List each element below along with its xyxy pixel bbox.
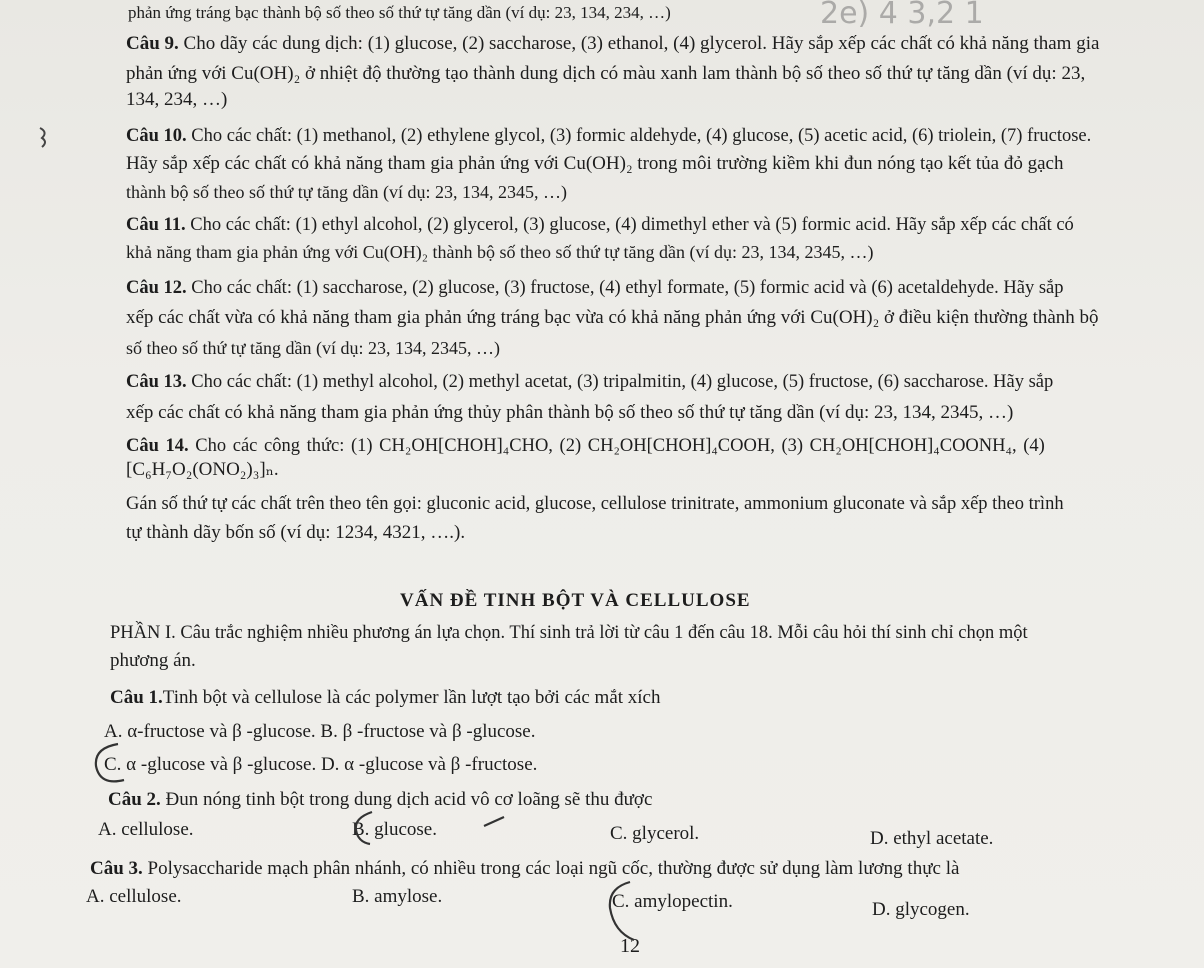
mc3-stem: Polysaccharide mạch phân nhánh, có nhiều trong các loại ngũ cốc, thường được sử dụng làm lương thực là (142, 858, 960, 879)
part1-line-1: PHẦN I. Câu trắc nghiệm nhiều phương án lựa chọn. Thí sinh trả lời từ câu 1 đến câu 18. Mỗi câu hỏi thí sinh chỉ chọn một (110, 623, 1028, 643)
q10-line-2: Hãy sắp xếp các chất có khả năng tham gia phản ứng với Cu(OH)₂ trong môi trường kiềm khi đun nóng tạo kết tủa đỏ gạch (126, 153, 1064, 174)
q9-line-3: 134, 234, …) (126, 89, 228, 110)
mc3-option-a: A. cellulose. (86, 886, 182, 907)
mc1-options-row-1: A. α-fructose và β -glucose. B. β -fructose và β -glucose. (104, 721, 536, 742)
q13-text-1: Cho các chất: (1) methyl alcohol, (2) methyl acetat, (3) tripalmitin, (4) glucose, (5) fructose, (6) saccharose. Hãy sắp (186, 372, 1054, 392)
q10-line-1 (126, 124, 1091, 148)
handwritten-scribble: 2e) 4 3,2 1 (820, 0, 984, 31)
q12-line-1 (126, 276, 1063, 300)
q11-text-1: Cho các chất: (1) ethyl alcohol, (2) glycerol, (3) glucose, (4) dimethyl ether và (5) formic acid. Hãy sắp xếp các chất có (185, 215, 1074, 235)
mc2-option-c: C. glycerol. (610, 823, 700, 844)
q13-label: Câu 13. (126, 372, 187, 392)
q10-label: Câu 10. (126, 126, 187, 146)
q14-line-3: Gán số thứ tự các chất trên theo tên gọi: gluconic acid, glucose, cellulose trinitrate, ammonium gluconate và sắp xếp theo trình (126, 494, 1064, 514)
q14-line-2: [C₆H₇O₂(ONO₂)₃]ₙ. (126, 459, 279, 480)
q13-line-2: xếp các chất có khả năng tham gia phản ứng thủy phân thành bộ số theo số thứ tự tăng dần (ví dụ: 23, 134, 2345, …) (126, 402, 1014, 423)
q12-label: Câu 12. (126, 278, 187, 298)
top-line: phản ứng tráng bạc thành bộ số theo số thứ tự tăng dần (ví dụ: 23, 134, 234, …) (128, 3, 671, 22)
q14-label: Câu 14. (126, 436, 189, 456)
q10-line-3: thành bộ số theo số thứ tự tăng dần (ví dụ: 23, 134, 2345, …) (126, 182, 567, 202)
mc2-stem-line (108, 788, 652, 812)
page-number: 12 (620, 935, 640, 957)
mc1-stem: Tinh bột và cellulose là các polymer lần lượt tạo bởi các mắt xích (162, 687, 661, 708)
mc3-option-d: D. glycogen. (872, 899, 970, 920)
mc3-stem-line (90, 857, 959, 881)
margin-bracket-mark (40, 128, 45, 147)
mc2-stem: Đun nóng tinh bột trong dung dịch acid vô cơ loãng sẽ thu được (160, 789, 653, 810)
mc1-stem-line (110, 686, 661, 710)
mc2-label: Câu 2. (108, 789, 161, 810)
q11-line-2: khả năng tham gia phản ứng với Cu(OH)₂ thành bộ số theo số thứ tự tăng dần (ví dụ: 23, 134, 2345, …) (126, 242, 874, 262)
q14-line-1 (126, 434, 1045, 458)
q9-line-2: phản ứng với Cu(OH)₂ ở nhiệt độ thường tạo thành dung dịch có màu xanh lam thành bộ số theo số thứ tự tăng dần (ví dụ: 23, (126, 63, 1086, 84)
q11-label: Câu 11. (126, 215, 186, 235)
q13-line-1 (126, 370, 1053, 394)
mc3-label: Câu 3. (90, 858, 143, 879)
answer-tick-mc2 (484, 817, 504, 826)
mc2-option-b: B. glucose. (352, 819, 437, 840)
mc3-option-b: B. amylose. (352, 886, 443, 907)
q9-text-1: Cho dãy các dung dịch: (1) glucose, (2) saccharose, (3) ethanol, (4) glycerol. Hãy sắp xếp các chất có khả năng tham gia (178, 33, 1100, 54)
q12-text-1: Cho các chất: (1) saccharose, (2) glucose, (3) fructose, (4) ethyl formate, (5) formic acid và (6) acetaldehyde. Hãy sắp (186, 278, 1064, 298)
q12-line-2: xếp các chất vừa có khả năng tham gia phản ứng tráng bạc vừa có khả năng phản ứng với Cu(OH)₂ ở điều kiện thường thành bộ (126, 307, 1099, 328)
mc1-label: Câu 1. (110, 687, 163, 708)
q11-line-1 (126, 213, 1074, 237)
q12-line-3: số theo số thứ tự tăng dần (ví dụ: 23, 134, 2345, …) (126, 338, 500, 358)
mc2-option-d: D. ethyl acetate. (870, 828, 994, 849)
mc3-option-c: C. amylopectin. (612, 891, 733, 912)
q14-line-4: tự thành dãy bốn số (ví dụ: 1234, 4321, ….). (126, 522, 466, 543)
section-title: VẤN ĐỀ TINH BỘT VÀ CELLULOSE (400, 590, 751, 611)
part1-line-2: phương án. (110, 650, 196, 671)
q9-label: Câu 9. (126, 33, 179, 54)
q9-line-1 (126, 32, 1099, 56)
mc2-option-a: A. cellulose. (98, 819, 194, 840)
mc1-options-row-2: C. α -glucose và β -glucose. D. α -glucose và β -fructose. (104, 754, 538, 775)
q14-text-1: Cho các công thức: (1) CH₂OH[CHOH]₄CHO, (2) CH₂OH[CHOH]₄COOH, (3) CH₂OH[CHOH]₄COONH₄, (4) (188, 436, 1045, 456)
q10-text-1: Cho các chất: (1) methanol, (2) ethylene glycol, (3) formic aldehyde, (4) glucose, (5) acetic acid, (6) triolein, (7) fructose. (186, 126, 1092, 146)
